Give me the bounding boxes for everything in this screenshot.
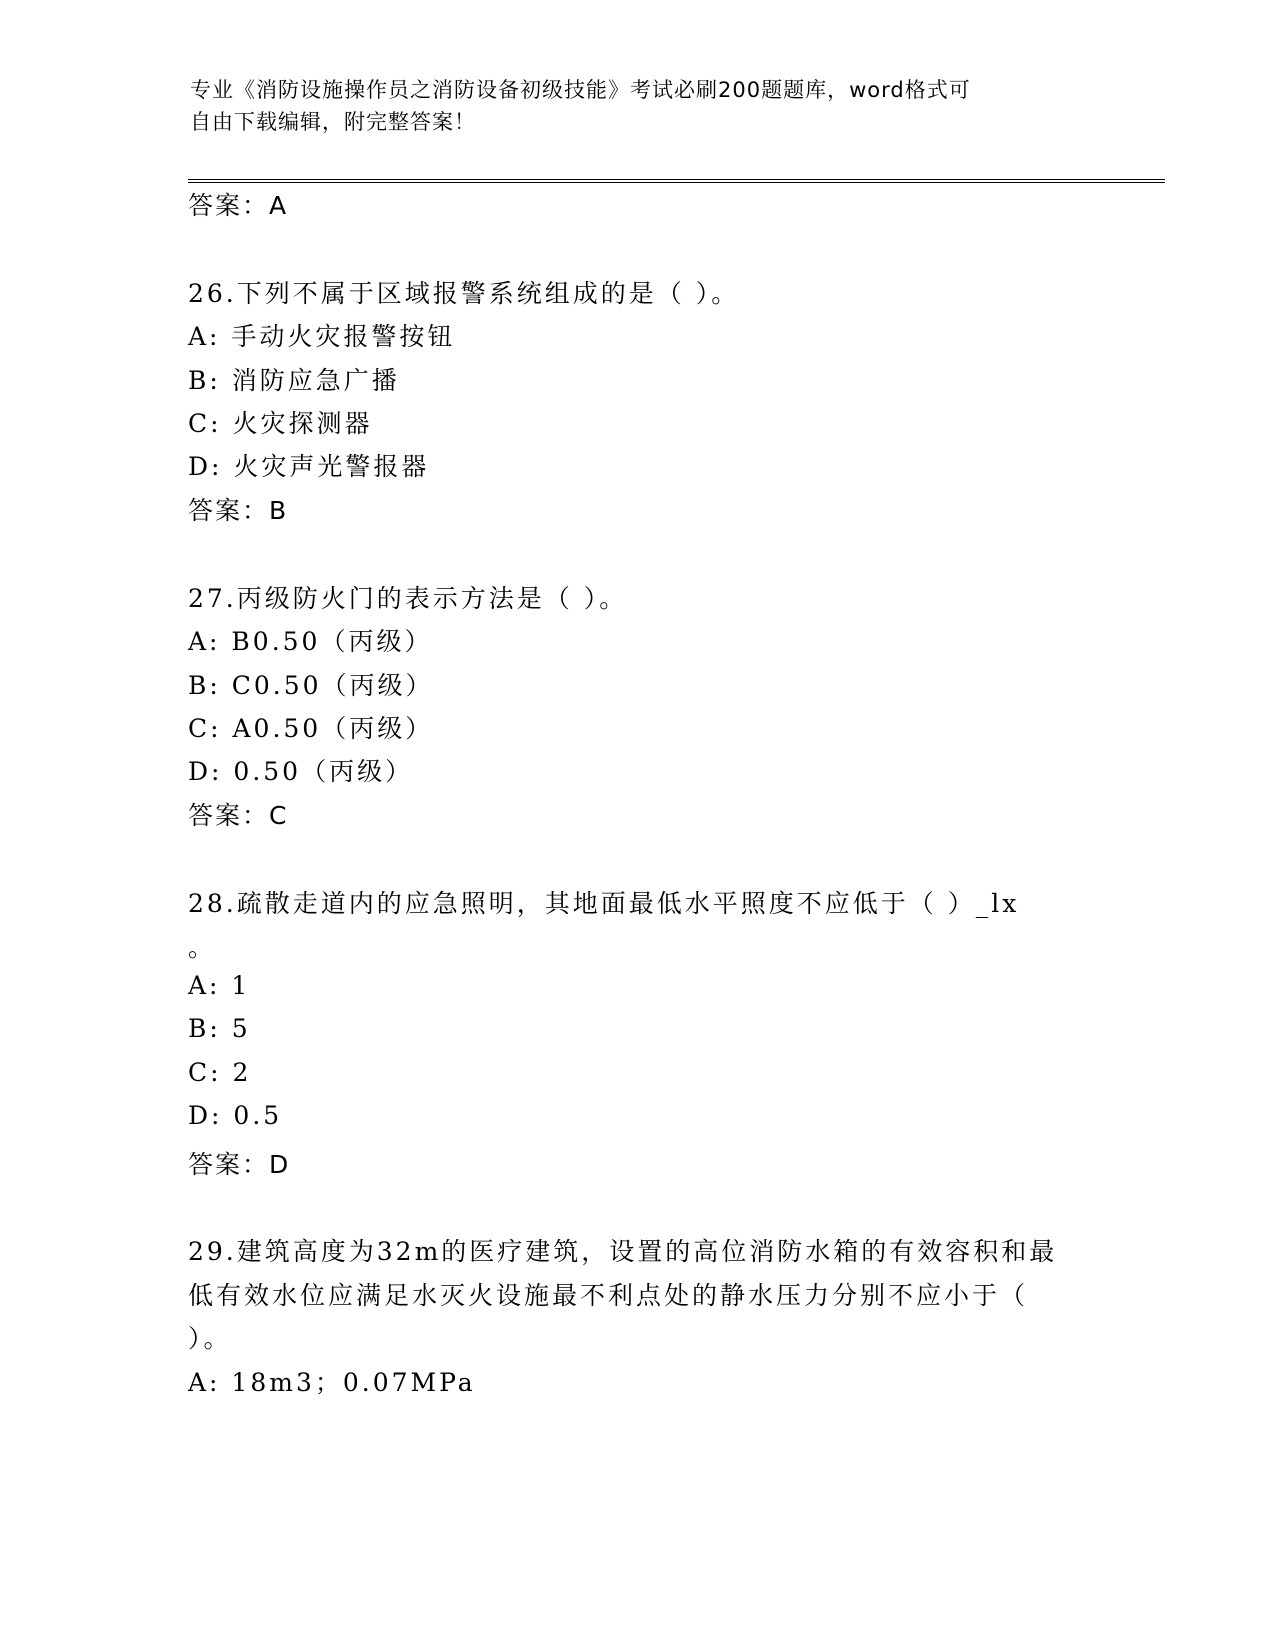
question-stem: 29.建筑高度为32m的医疗建筑，设置的高位消防水箱的有效容积和最: [188, 1237, 1058, 1266]
option-c: C: 2: [188, 1058, 252, 1087]
header-line-2: 自由下载编辑，附完整答案！: [190, 110, 476, 134]
answer-line: 答案：C: [188, 801, 289, 830]
option-a: A: B0.50（丙级）: [188, 627, 433, 656]
option-b: B: C0.50（丙级）: [188, 671, 434, 700]
answer-line: 答案：A: [188, 191, 289, 220]
option-b: B: 5: [188, 1014, 251, 1043]
option-a: A: 18m3；0.07MPa: [188, 1368, 476, 1397]
option-b: B: 消防应急广播: [188, 366, 400, 395]
option-a: A: 1: [188, 971, 251, 1000]
header-divider: [188, 179, 1165, 183]
option-a: A: 手动火灾报警按钮: [188, 322, 456, 351]
document-header: [190, 74, 1070, 138]
question-stem-continued: 。: [188, 933, 217, 962]
question-stem: 27.丙级防火门的表示方法是（ ）。: [188, 584, 628, 613]
header-line-1: 专业《消防设施操作员之消防设备初级技能》考试必刷200题题库，word格式可: [190, 78, 971, 102]
question-stem-continued: ）。: [188, 1324, 232, 1353]
option-d: D: 火灾声光警报器: [188, 452, 430, 481]
question-stem-continued: 低有效水位应满足水灭火设施最不利点处的静水压力分别不应小于（: [188, 1281, 1029, 1310]
answer-line: 答案：D: [188, 1150, 291, 1179]
option-d: D: 0.50（丙级）: [188, 757, 414, 786]
option-c: C: 火灾探测器: [188, 409, 373, 438]
question-stem: 26.下列不属于区域报警系统组成的是（ ）。: [188, 279, 740, 308]
answer-line: 答案：B: [188, 496, 289, 525]
option-d: D: 0.5: [188, 1101, 283, 1130]
question-stem: 28.疏散走道内的应急照明，其地面最低水平照度不应低于（ ）_lx: [188, 889, 1020, 918]
option-c: C: A0.50（丙级）: [188, 714, 434, 743]
